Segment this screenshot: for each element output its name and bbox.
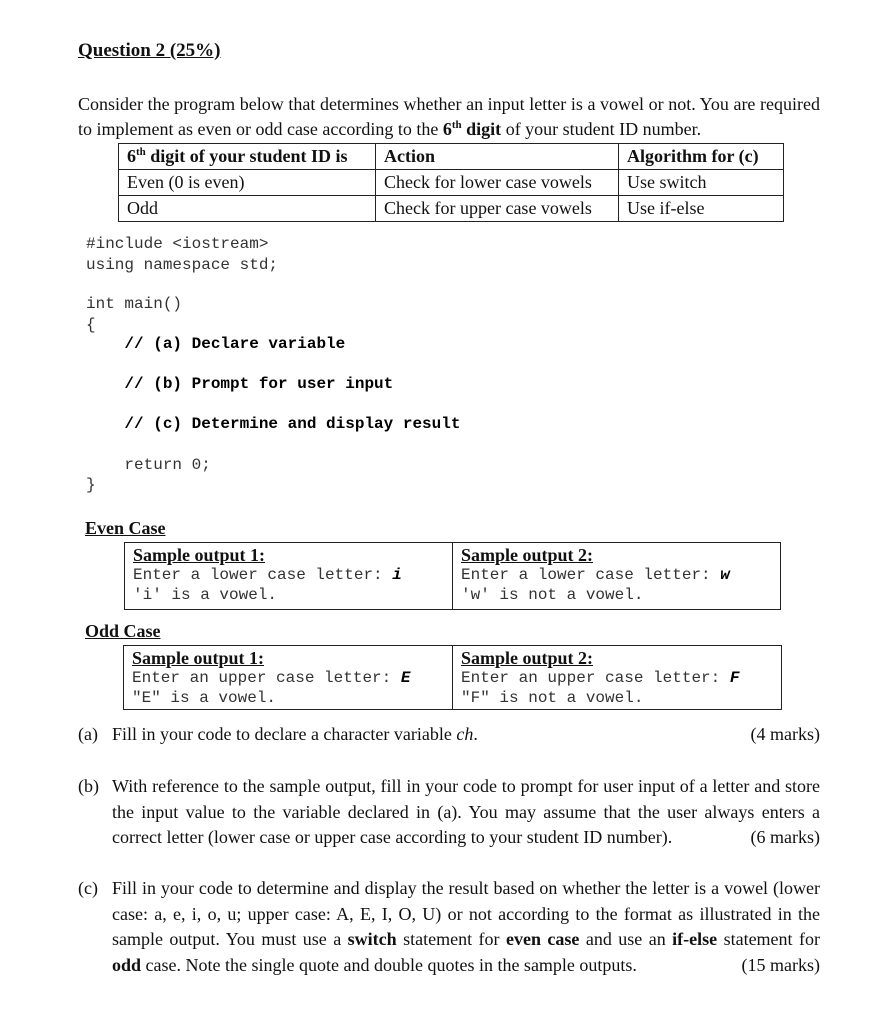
code-include: #include <iostream> — [86, 235, 269, 253]
table-header-row — [119, 144, 784, 170]
question-c-label: (c) — [78, 878, 98, 898]
intro-text-1: Consider the program below that determines whether an input letter is a vowel or not. You are required to implement as even or odd case according to the — [78, 94, 820, 139]
question-heading: Question 2 (25%) — [78, 40, 221, 61]
code-open-brace: { — [86, 316, 96, 334]
table-header-digit: 6th digit of your student ID is — [119, 144, 376, 170]
table-cell: Odd — [119, 196, 376, 222]
table-cell: Use if-else — [619, 196, 784, 222]
code-using: using namespace std; — [86, 256, 279, 274]
odd-sample-2: Sample output 2: Enter an upper case letter: F "F" is not a vowel. — [452, 646, 781, 709]
code-comment-b: // (b) Prompt for user input — [86, 375, 394, 393]
odd-case-samples — [123, 645, 782, 710]
table-row — [119, 196, 784, 222]
even-case-samples — [124, 542, 781, 610]
code-main: int main() — [86, 295, 183, 313]
question-b-marks: (6 marks) — [750, 827, 820, 847]
odd-sample-1: Sample output 1: Enter an upper case letter: E "E" is a vowel. — [132, 648, 411, 707]
even-sample-2: Sample output 2: Enter a lower case letter: w 'w' is not a vowel. — [452, 543, 780, 609]
question-b: (b) With reference to the sample output, fill in your code to prompt for user input of a letter and store the input value to the variable declared in (a). You may assume that the user always enters a correct letter (lower case or upper case according to your student ID number). (6 marks) — [78, 774, 820, 851]
question-c-marks: (15 marks) — [741, 954, 820, 975]
intro-text-2: of your student ID number. — [501, 119, 702, 139]
question-a: (a) (4 marks) Fill in your code to declare a character variable ch. — [78, 722, 820, 748]
table-header-action: Action — [376, 144, 619, 170]
intro-bold-digit: 6th digit — [442, 119, 502, 139]
code-comment-a: // (a) Declare variable — [86, 335, 346, 353]
question-c: (c) Fill in your code to determine and display the result based on whether the letter is a vowel (lower case: a, e, i, o, u; upper case: A, E, I, O, U) or not according to the format as illustrated in the sample output. You must use a switch statement for even case and use an if-else statement for odd case. Note the single quote and double quotes in the sample outputs. (15 marks) — [78, 876, 820, 978]
even-sample-1: Sample output 1: Enter a lower case letter: i 'i' is a vowel. — [133, 545, 402, 604]
question-b-label: (b) — [78, 776, 99, 796]
odd-case-title: Odd Case — [85, 621, 161, 641]
code-close-brace: } — [86, 476, 96, 494]
intro-paragraph — [78, 92, 820, 142]
table-header-algorithm: Algorithm for (c) — [619, 144, 784, 170]
even-case-title: Even Case — [85, 518, 166, 538]
code-comment-c: // (c) Determine and display result — [86, 415, 461, 433]
table-row — [119, 170, 784, 196]
case-table — [118, 143, 784, 222]
table-cell: Even (0 is even) — [119, 170, 376, 196]
table-cell: Check for upper case vowels — [376, 196, 619, 222]
table-cell: Use switch — [619, 170, 784, 196]
code-return: return 0; — [86, 456, 211, 474]
question-a-marks: (4 marks) — [750, 724, 820, 744]
table-cell: Check for lower case vowels — [376, 170, 619, 196]
question-a-label: (a) — [78, 724, 98, 744]
